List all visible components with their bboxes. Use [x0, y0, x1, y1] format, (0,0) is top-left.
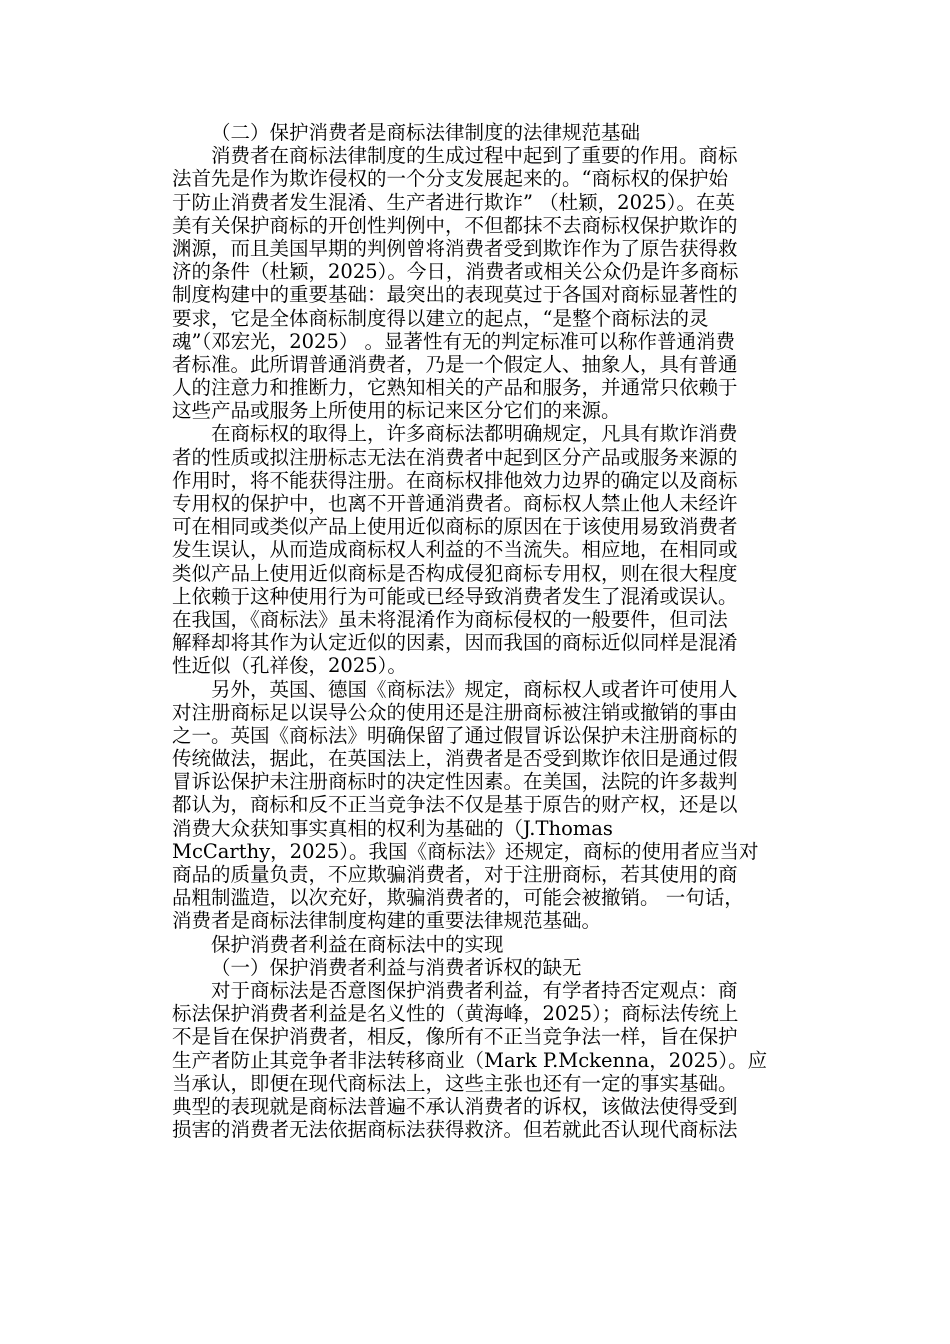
text-line: 发生误认，从而造成商标权人利益的不当流失。相应地，在相同或: [172, 538, 738, 562]
text-line: 传统做法，据此，在英国法上，消费者是否受到欺诈依旧是通过假: [172, 747, 738, 771]
text-line: 这些产品或服务上所使用的标记来区分它们的来源。: [172, 399, 621, 423]
text-line: 对注册商标足以误导公众的使用还是注册商标被注销或撤销的事由: [172, 700, 738, 724]
text-line: 冒诉讼保护未注册商标时的决定性因素。在美国，法院的许多裁判: [172, 770, 738, 794]
text-line: （二）保护消费者是商标法律制度的法律规范基础: [211, 121, 641, 144]
text-line: 在我国，《商标法》虽未将混淆作为商标侵权的一般要件，但司法: [172, 607, 728, 631]
text-line: 生产者防止其竞争者非法转移商业（Mark P.Mckenna，2025）。应: [172, 1048, 768, 1072]
text-line: 要求，它是全体商标制度得以建立的起点，“是整个商标法的灵: [172, 306, 709, 330]
text-line: 典型的表现就是商标法普遍不承认消费者的诉权，该做法使得受到: [172, 1094, 738, 1118]
text-line: McCarthy，2025）。我国《商标法》还规定，商标的使用者应当对: [172, 839, 759, 863]
text-line: 者标准。此所谓普通消费者，乃是一个假定人、抽象人，具有普通: [172, 352, 738, 376]
text-line: （一）保护消费者利益与消费者诉权的缺无: [211, 955, 582, 979]
text-line: 魂”（邓宏光，2025） 。显著性有无的判定标准可以称作普通消费: [172, 329, 736, 353]
text-line: 对于商标法是否意图保护消费者利益，有学者持否定观点：商: [211, 978, 738, 1002]
text-line: 渊源，而且美国早期的判例曾将消费者受到欺诈作为了原告获得救: [172, 236, 738, 260]
text-line: 者的性质或拟注册标志无法在消费者中起到区分产品或服务来源的: [172, 445, 738, 469]
text-line: 品粗制滥造，以次充好，欺骗消费者的，可能会被撤销。 一句话，: [172, 886, 744, 910]
text-line: 美有关保护商标的开创性判例中，不但都抹不去商标权保护欺诈的: [172, 213, 738, 237]
text-line: 法首先是作为欺诈侵权的一个分支发展起来的。“商标权的保护始: [172, 167, 728, 191]
text-line: 当承认，即便在现代商标法上，这些主张也还有一定的事实基础。: [172, 1071, 738, 1095]
text-line: 制度构建中的重要基础：最突出的表现莫过于各国对商标显著性的: [172, 283, 738, 307]
text-line: 上依赖于这种使用行为可能或已经导致消费者发生了混淆或误认。: [172, 584, 738, 608]
text-line: 类似产品上使用近似商标是否构成侵犯商标专用权，则在很大程度: [172, 561, 738, 585]
text-line: 作用时，将不能获得注册。在商标权排他效力边界的确定以及商标: [172, 468, 738, 492]
text-line: 损害的消费者无法依据商标法获得救济。但若就此否认现代商标法: [172, 1118, 738, 1142]
text-line: 消费者是商标法律制度构建的重要法律规范基础。: [172, 909, 602, 933]
text-line: 性近似（孔祥俊，2025）。: [172, 654, 407, 678]
text-line: 另外，英国、德国《商标法》规定，商标权人或者许可使用人: [211, 677, 738, 701]
text-line: 人的注意力和推断力，它熟知相关的产品和服务，并通常只依赖于: [172, 376, 738, 400]
text-line: 在商标权的取得上，许多商标法都明确规定，凡具有欺诈消费: [211, 422, 738, 446]
text-line: 解释却将其作为认定近似的因素，因而我国的商标近似同样是混淆: [172, 631, 738, 655]
text-line: 商品的质量负责，不应欺骗消费者，对于注册商标，若其使用的商: [172, 863, 738, 886]
text-line: 不是旨在保护消费者，相反，像所有不正当竞争法一样，旨在保护: [172, 1025, 738, 1049]
text-line: 标法保护消费者利益是名义性的（黄海峰，2025）；商标法传统上: [172, 1002, 739, 1026]
text-line: 济的条件（杜颖，2025）。今日，消费者或相关公众仍是许多商标: [172, 260, 739, 284]
text-line: 专用权的保护中，也离不开普通消费者。商标权人禁止他人未经许: [172, 492, 738, 515]
text-line: 之一。英国《商标法》明确保留了通过假冒诉讼保护未注册商标的: [172, 723, 738, 747]
text-line: 消费大众获知事实真相的权利为基础的（J.Thomas: [172, 816, 613, 840]
text-line: 消费者在商标法律制度的生成过程中起到了重要的作用。商标: [211, 144, 738, 168]
text-line: 可在相同或类似产品上使用近似商标的原因在于该使用易致消费者: [172, 515, 738, 539]
text-line: 保护消费者利益在商标法中的实现: [211, 932, 504, 956]
text-line: 都认为，商标和反不正当竞争法不仅是基于原告的财产权，还是以: [172, 793, 738, 817]
document-body: [172, 121, 797, 1141]
text-line: 于防止消费者发生混淆、生产者进行欺诈” （杜颖，2025）。在英: [172, 190, 736, 214]
